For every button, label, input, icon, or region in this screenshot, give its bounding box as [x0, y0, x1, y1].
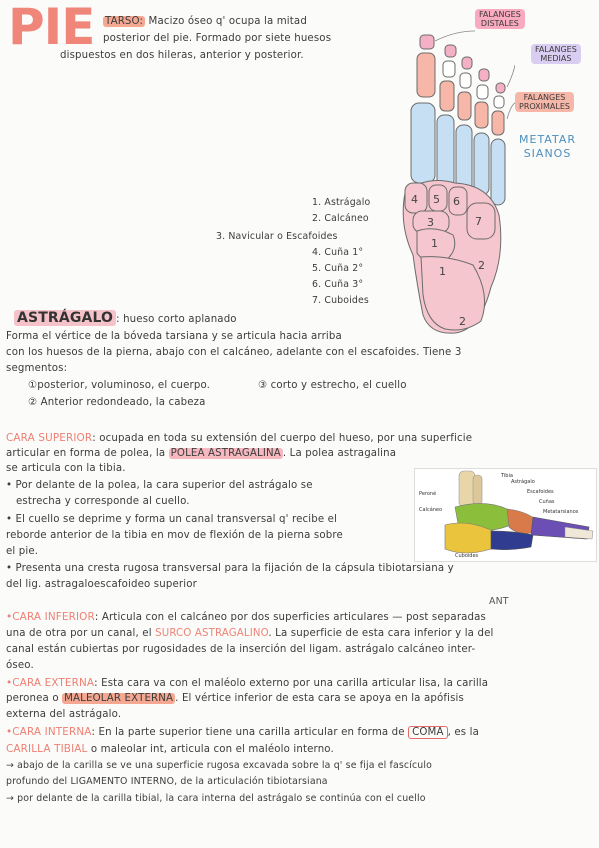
bone-num-1a: 1: [431, 237, 438, 250]
metatarsal-4: [474, 133, 489, 195]
bone-num-6: 6: [453, 195, 460, 208]
astragalo-seg2: ② Anterior redondeado, la cabeza: [28, 397, 206, 408]
proximal-phalanx-1: [417, 53, 435, 97]
cara-inferior-l2b: . La superficie de esta cara inferior y la del: [268, 628, 494, 639]
anat-label-cuboides: Cuboides: [455, 553, 479, 559]
falanges-proximales-line1: FALANGES: [523, 93, 566, 102]
ankle-anatomy-figure: [414, 468, 597, 562]
anat-label-calcaneo: Calcáneo: [419, 507, 443, 513]
cara-externa-l2b: . El vértice inferior de esta cara se apoya en la apófisis: [175, 693, 464, 704]
bone-item-1: 1. Astrágalo: [312, 197, 371, 208]
anat-label-metatarsianos: Metatarsianos: [543, 509, 579, 515]
middle-phalanx-3: [460, 73, 471, 88]
anat-label-tibia: Tibia: [501, 473, 513, 479]
astragalo-seg3: ③ corto y estrecho, el cuello: [258, 380, 407, 391]
cara-inferior-l3: canal están cubiertas por rugosidades de la inserción del ligam. astrágalo calcáneo inter-: [6, 644, 476, 655]
ant-annotation: ANT: [489, 596, 509, 607]
falanges-distales-line2: DISTALES: [480, 19, 519, 28]
carilla-tibial-label: CARILLA TIBIAL: [6, 743, 88, 755]
cara-interna-l2-text: o maleolar int, articula con el maléolo interno.: [87, 744, 334, 755]
cara-inferior-l1-text: : Articula con el calcáneo por dos superficies articulares — post separadas: [94, 612, 487, 623]
falanges-proximales-line2: PROXIMALES: [519, 102, 570, 111]
cara-superior-l3: se articula con la tibia.: [6, 463, 126, 474]
cara-inferior-l2: [6, 628, 493, 639]
cara-externa-label: •CARA EXTERNA: [6, 677, 95, 689]
label-falanges-proximales: [515, 92, 574, 112]
proximal-phalanx-2: [440, 81, 454, 111]
foot-skeleton-illustration: [395, 25, 515, 337]
cara-externa-l2a: peronea o: [6, 693, 63, 704]
cara-interna-label: •CARA INTERNA: [6, 726, 92, 738]
bone-num-4: 4: [411, 193, 418, 206]
cara-superior-b3a: • Presenta una cresta rugosa transversal para la fijación de la cápsula tibiotarsiana y: [6, 563, 454, 574]
ankle-bones-drawing: [415, 469, 596, 561]
bone-item-5: 5. Cuña 2°: [312, 263, 364, 274]
label-metatarsianos: [519, 133, 576, 161]
label-falanges-medias: [531, 44, 581, 64]
proximal-phalanx-5: [492, 111, 504, 135]
proximal-phalanx-4: [475, 102, 488, 128]
cara-inferior-label: •CARA INFERIOR: [6, 611, 95, 623]
cara-interna-l2: [6, 743, 334, 755]
cara-superior-l2b: . La polea astragalina: [282, 448, 397, 459]
astragalo-p3: segmentos:: [6, 363, 68, 374]
tarso-line-2: posterior del pie. Formado por siete huesos: [103, 33, 332, 44]
distal-phalanx-1: [420, 35, 434, 49]
cara-superior-l1: [6, 432, 472, 444]
bone-num-5: 5: [433, 193, 440, 206]
distal-phalanx-3: [462, 57, 472, 69]
anat-label-astragalo: Astrágalo: [511, 479, 535, 485]
cara-inferior-l1: [6, 611, 486, 623]
distal-phalanx-5: [496, 83, 505, 93]
tarso-line-1: [103, 16, 307, 27]
tarso-label: TARSO:: [105, 16, 144, 27]
astragalo-heading: ASTRÁGALO: [14, 310, 116, 326]
label-falanges-distales: [475, 9, 525, 29]
metatarsal-2: [437, 115, 454, 187]
bone-item-4: 4. Cuña 1°: [312, 247, 364, 258]
cara-inferior-l4: óseo.: [6, 660, 34, 671]
cara-superior-b1b: estrecha y corresponde al cuello.: [16, 496, 190, 507]
surco-astragalino: SURCO ASTRAGALINO: [155, 628, 269, 639]
coma-highlight: COMA: [408, 726, 448, 739]
bone-item-6: 6. Cuña 3°: [312, 279, 364, 290]
metatarsal-5: [491, 139, 505, 205]
distal-phalanx-4: [479, 69, 489, 81]
metatarsal-1: [411, 103, 435, 183]
anat-label-cunas: Cuñas: [539, 499, 555, 505]
cara-externa-l1-text: : Esta cara va con el maléolo externo por una carilla articular lisa, la carilla: [94, 678, 489, 689]
cara-interna-l5: → por delante de la carilla tibial, la cara interna del astrágalo se continúa con el cuello: [6, 793, 426, 804]
polea-astragalina-highlight: POLEA ASTRAGALINA: [170, 448, 281, 459]
falanges-medias-line1: FALANGES: [535, 45, 577, 54]
proximal-phalanx-3: [458, 92, 471, 120]
bone-num-3: 3: [427, 216, 434, 229]
bone-item-3: 3. Navicular o Escafoides: [216, 231, 338, 242]
cara-interna-l1b: , es la: [447, 727, 480, 738]
astragalo-p2: con los huesos de la pierna, abajo con el calcáneo, adelante con el escafoides. Tiene 3: [6, 347, 462, 358]
falanges-distales-line1: FALANGES: [479, 10, 521, 19]
cara-externa-l3: externa del astrágalo.: [6, 709, 122, 720]
bone-item-7: 7. Cuboides: [312, 295, 369, 306]
metatarsal-3: [456, 125, 472, 191]
bone-num-2b: 2: [459, 315, 466, 328]
distal-phalanx-2: [445, 45, 456, 57]
cara-superior-b1a: • Por delante de la polea, la cara superior del astrágalo se: [6, 480, 313, 491]
astragalo-heading-tail: : hueso corto aplanado: [116, 314, 237, 325]
page-title: PIE: [8, 0, 95, 56]
anat-label-perone: Peroné: [419, 491, 437, 497]
falanges-medias-line2: MEDIAS: [540, 54, 572, 63]
cara-interna-l3: → abajo de la carilla se ve una superficie rugosa excavada sobre la q' se fija el fascículo: [6, 760, 433, 771]
astragalo-p1: Forma el vértice de la bóveda tarsiana y se articula hacia arriba: [6, 331, 342, 342]
bone-item-2: 2. Calcáneo: [312, 213, 369, 224]
cara-superior-l2a: articular en forma de polea, la: [6, 448, 169, 459]
cara-interna-l1a: : En la parte superior tiene una carilla articular en forma de: [91, 727, 409, 738]
middle-phalanx-4: [477, 85, 488, 99]
cara-externa-l1: [6, 677, 488, 689]
middle-phalanx-2: [443, 61, 455, 77]
bone-num-7: 7: [475, 215, 482, 228]
cara-interna-l4: profundo del LIGAMENTO INTERNO, de la articulación tibiotarsiana: [6, 776, 328, 787]
cara-superior-b2c: el pie.: [6, 546, 39, 557]
cara-superior-l2: [6, 448, 396, 459]
bone-num-2a: 2: [478, 259, 485, 272]
tarso-text-1: Macizo óseo q' ocupa la mitad: [148, 16, 307, 27]
metatarsianos-line2: SIANOS: [523, 147, 572, 160]
maleolar-externa-highlight: MALEOLAR EXTERNA: [64, 693, 174, 704]
middle-phalanx-5: [494, 96, 504, 108]
cara-superior-l1-text: : ocupada en toda su extensión del cuerpo del hueso, por una superficie: [92, 433, 473, 444]
anat-label-escafoides: Escafoides: [527, 489, 554, 495]
cara-externa-l2: [6, 693, 464, 704]
astragalo-heading-line: [14, 310, 237, 326]
metatarsianos-line1: METATAR: [519, 133, 577, 146]
cara-superior-b2b: reborde anterior de la tibia en mov de flexión de la pierna sobre: [6, 530, 343, 541]
tarso-line-3: dispuestos en dos hileras, anterior y posterior.: [60, 50, 304, 61]
cara-inferior-l2a: una de otra por un canal, el: [6, 628, 156, 639]
cara-superior-b3b: del lig. astragaloescafoideo superior: [6, 579, 197, 590]
bone-num-1b: 1: [439, 265, 446, 278]
cara-superior-label: CARA SUPERIOR: [6, 432, 93, 444]
cara-interna-l1: [6, 726, 479, 738]
cara-superior-b2a: • El cuello se deprime y forma un canal transversal q' recibe el: [6, 514, 338, 525]
astragalo-seg1: ①posterior, voluminoso, el cuerpo.: [28, 380, 211, 391]
